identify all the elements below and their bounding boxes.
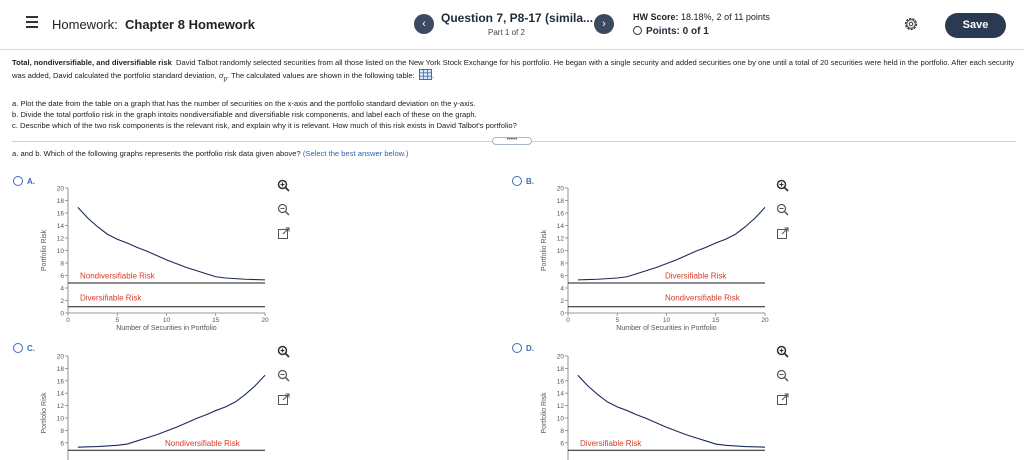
risk-curve: [78, 207, 265, 280]
zoom-out-icon[interactable]: [277, 203, 290, 216]
y-tick-label: 20: [56, 185, 64, 193]
task-c: c. Describe which of the two risk components is the relevant risk, and explain why it is relevant. How much of this risk exists in David Talbot's portfolio?: [12, 121, 517, 130]
y-tick-label: 8: [60, 260, 64, 268]
task-a: a. Plot the date from the table on a graph that has the number of securities on the x-axis and the portfolio standard deviation on the y-axis.: [12, 99, 476, 108]
popout-icon[interactable]: [776, 393, 789, 406]
y-tick-label: 16: [56, 378, 64, 386]
y-tick-label: 20: [556, 185, 564, 193]
chart-option-d[interactable]: [530, 350, 775, 460]
y-tick-label: 18: [556, 198, 564, 205]
option-d-label[interactable]: D.: [526, 344, 534, 353]
y-axis-label: Portfolio Risk: [541, 229, 548, 272]
y-tick-label: 2: [60, 298, 64, 305]
option-a-radio[interactable]: [13, 176, 23, 186]
x-tick-label: 20: [261, 317, 269, 324]
homework-title: Chapter 8 Homework: [125, 17, 256, 32]
question-text: a. and b. Which of the following graphs represents the portfolio risk data given above?: [12, 149, 301, 158]
zoom-out-icon[interactable]: [277, 369, 290, 382]
y-tick-label: 8: [60, 427, 64, 435]
x-tick-label: 10: [162, 317, 171, 324]
y-tick-label: 12: [556, 235, 564, 243]
y-tick-label: 0: [60, 310, 64, 318]
menu-icon[interactable]: [26, 16, 38, 28]
points-status: [633, 26, 709, 37]
option-b-radio[interactable]: [512, 176, 522, 186]
task-list: [12, 98, 517, 131]
y-tick-label: 20: [56, 353, 64, 361]
y-tick-label: 16: [56, 210, 64, 218]
y-tick-label: 18: [556, 365, 564, 373]
chart-option-b[interactable]: [530, 182, 775, 332]
y-axis-label: Portfolio Risk: [541, 392, 548, 434]
y-tick-label: 16: [556, 210, 564, 218]
y-tick-label: 14: [556, 223, 564, 230]
y-tick-label: 14: [56, 223, 64, 230]
y-tick-label: 6: [560, 440, 564, 448]
y-tick-label: 12: [56, 235, 64, 243]
x-tick-label: 5: [115, 317, 120, 324]
hw-score: [633, 12, 770, 22]
popout-icon[interactable]: [277, 227, 290, 240]
save-button[interactable]: Save: [945, 13, 1006, 38]
option-c-label[interactable]: C.: [27, 344, 35, 353]
x-tick-label: 0: [66, 317, 70, 324]
y-tick-label: 4: [560, 285, 564, 293]
points-circle-icon: [633, 26, 642, 35]
homework-prefix: Homework:: [52, 17, 118, 32]
task-b: b. Divide the total portfolio risk in the graph intoits nondiversifiable and diversifiable risk components, and label each of these on the graph.: [12, 110, 477, 119]
popout-icon[interactable]: [277, 393, 290, 406]
y-tick-label: 4: [60, 285, 64, 293]
option-b-label[interactable]: B.: [526, 177, 534, 186]
lower-risk-label: Diversifiable Risk: [80, 293, 142, 303]
option-a-label[interactable]: A.: [27, 177, 35, 186]
problem-statement: Total, nondiversifiable, and diversifiable risk David Talbot randomly selected securities from all those listed on the New York Stock Exchange for his portfolio. He began with a single security and added securities one by one until a total of 20 securities were held in the portfolio. After each security was added, David calculated the portfolio standard deviation, $\sigma_p$. The calculated values are shown in the following table: .: [12, 58, 1015, 83]
question-prompt: [12, 149, 408, 158]
x-tick-label: 0: [566, 317, 570, 324]
next-question-button[interactable]: ›: [594, 14, 614, 34]
lower-risk-label: Nondiversifiable Risk: [665, 293, 740, 303]
y-axis-label: Portfolio Risk: [41, 392, 48, 434]
table-icon[interactable]: [419, 69, 432, 80]
hw-score-label: HW Score:: [633, 12, 679, 22]
option-d-radio[interactable]: [512, 343, 522, 353]
y-tick-label: 10: [56, 415, 64, 423]
y-tick-label: 6: [60, 273, 64, 280]
sigma-symbol: σ: [218, 71, 224, 80]
upper-risk-label: Diversifiable Risk: [665, 271, 727, 281]
y-tick-label: 10: [556, 248, 564, 255]
y-tick-label: 10: [556, 415, 564, 423]
problem-text: David Talbot randomly selected securities from all those listed on the New York Stock Exchange for his portfolio. He began with a single security and added securities one by one until a total of 20 securities were held in the portfolio. After each security was added, David calculated the portfolio standard deviation,: [12, 58, 1015, 80]
gear-icon[interactable]: [903, 16, 919, 32]
y-tick-label: 18: [56, 198, 64, 205]
zoom-in-icon[interactable]: [277, 179, 290, 192]
question-part: Part 1 of 2: [488, 28, 525, 37]
y-tick-label: 8: [560, 427, 564, 435]
x-tick-label: 20: [761, 317, 769, 324]
risk-curve: [578, 375, 765, 447]
zoom-in-icon[interactable]: [776, 345, 789, 358]
chart-option-c[interactable]: [30, 350, 275, 460]
y-tick-label: 20: [556, 353, 564, 361]
popout-icon[interactable]: [776, 227, 789, 240]
y-tick-label: 0: [560, 310, 564, 318]
top-bar: [0, 0, 1024, 50]
y-tick-label: 8: [560, 260, 564, 268]
x-tick-label: 5: [615, 317, 620, 324]
chart-option-a[interactable]: [30, 182, 275, 332]
y-tick-label: 12: [556, 403, 564, 411]
y-tick-label: 18: [56, 365, 64, 373]
y-tick-label: 2: [560, 298, 564, 305]
points-text: Points: 0 of 1: [646, 26, 709, 37]
x-axis-label: Number of Securities in Portfolio: [116, 325, 217, 332]
problem-heading: Total, nondiversifiable, and diversifiable risk: [12, 58, 172, 67]
problem-text-end: . The calculated values are shown in the following table:: [227, 71, 415, 80]
y-tick-label: 16: [556, 378, 564, 386]
upper-risk-label: Nondiversifiable Risk: [80, 271, 155, 281]
zoom-out-icon[interactable]: [776, 203, 789, 216]
hw-score-value: 18.18%, 2 of 11 points: [681, 12, 770, 22]
y-tick-label: 10: [56, 248, 64, 255]
zoom-in-icon[interactable]: [776, 179, 789, 192]
y-tick-label: 12: [56, 403, 64, 411]
question-title[interactable]: Question 7, P8-17 (simila...: [441, 11, 594, 25]
upper-risk-label: Nondiversifiable Risk: [165, 438, 240, 448]
sigma-subscript: p: [223, 75, 227, 83]
upper-risk-label: Diversifiable Risk: [580, 438, 642, 448]
y-axis-label: Portfolio Risk: [41, 229, 48, 272]
y-tick-label: 14: [56, 390, 64, 398]
question-hint: (Select the best answer below.): [302, 149, 409, 158]
zoom-out-icon[interactable]: [776, 369, 789, 382]
risk-curve: [578, 207, 765, 280]
y-tick-label: 6: [60, 440, 64, 448]
zoom-in-icon[interactable]: [277, 345, 290, 358]
x-tick-label: 15: [212, 317, 220, 324]
x-tick-label: 10: [662, 317, 671, 324]
option-c-radio[interactable]: [13, 343, 23, 353]
y-tick-label: 6: [560, 273, 564, 280]
x-tick-label: 15: [712, 317, 720, 324]
expand-more-button[interactable]: •••••: [492, 137, 532, 145]
x-axis-label: Number of Securities in Portfolio: [616, 325, 717, 332]
y-tick-label: 14: [556, 390, 564, 398]
previous-question-button[interactable]: ‹: [414, 14, 434, 34]
risk-curve: [78, 375, 265, 447]
